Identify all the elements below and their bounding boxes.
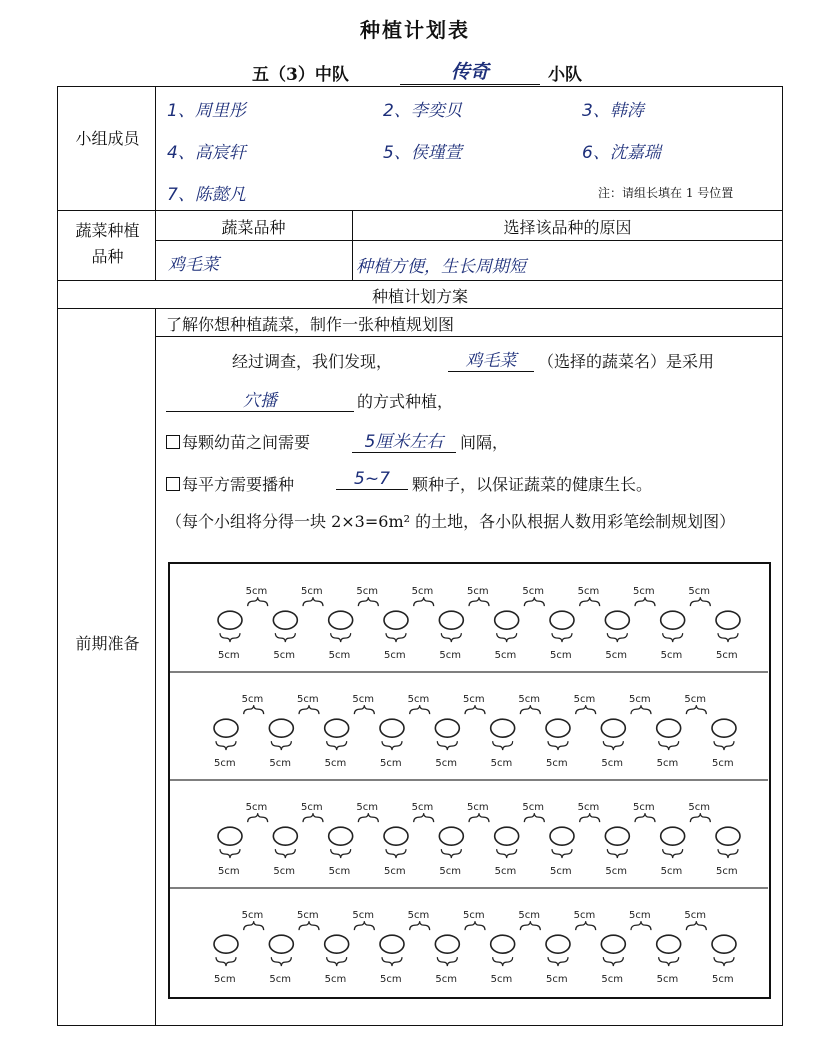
spacing-brace	[386, 849, 406, 858]
spacing-brace	[686, 705, 706, 714]
spacing-brace	[714, 957, 734, 966]
spacing-label: 5cm	[245, 802, 268, 814]
seedling-hole	[546, 719, 570, 737]
seedling-hole	[712, 935, 736, 953]
spacing-label: 5cm	[716, 650, 738, 662]
seedling-hole	[214, 719, 238, 737]
s3-value: 5厘米左右	[352, 427, 456, 453]
spacing-label: 5cm	[688, 586, 710, 598]
member-5: 5、侯瑾萱	[383, 143, 462, 163]
spacing-brace	[607, 849, 627, 858]
seedling-hole	[218, 611, 242, 629]
spacing-brace	[327, 741, 347, 750]
member-4: 4、高宸轩	[167, 143, 246, 163]
spacing-label: 5cm	[269, 974, 291, 986]
divider	[155, 308, 156, 1026]
spacing-label: 5cm	[522, 802, 544, 814]
member-1: 1、周里彤	[167, 101, 246, 121]
plan-intro: 了解你想种植蔬菜，制作一张种植规划图	[166, 315, 455, 334]
seedling-hole	[273, 611, 297, 629]
spacing-label: 5cm	[324, 758, 347, 770]
spacing-brace	[663, 633, 683, 642]
spacing-label: 5cm	[380, 974, 402, 986]
seedling-hole	[601, 719, 625, 737]
reason-header: 选择该品种的原因	[503, 218, 632, 237]
spacing-label: 5cm	[467, 802, 489, 814]
divider	[57, 308, 783, 309]
spacing-label: 5cm	[546, 758, 568, 770]
s3-text-a: 每颗幼苗之间需要	[182, 433, 311, 452]
seedling-hole	[546, 935, 570, 953]
spacing-brace	[659, 957, 679, 966]
spacing-label: 5cm	[716, 866, 738, 878]
spacing-label: 5cm	[352, 910, 374, 922]
seedling-hole	[329, 827, 353, 845]
s4-text-a: 每平方需要播种	[182, 475, 295, 494]
spacing-label: 5cm	[601, 974, 623, 986]
spacing-brace	[382, 741, 402, 750]
spacing-label: 5cm	[660, 650, 683, 662]
squad-prefix: 五（3）中队	[252, 65, 349, 85]
variety-header: 蔬菜品种	[221, 218, 286, 237]
spacing-brace	[216, 741, 236, 750]
spacing-label: 5cm	[411, 586, 434, 598]
spacing-brace	[718, 633, 738, 642]
seedling-hole	[218, 827, 242, 845]
spacing-brace	[386, 633, 406, 642]
seedling-hole	[273, 827, 297, 845]
s1-text-a: 经过调查，我们发现，	[232, 352, 393, 371]
spacing-brace	[663, 849, 683, 858]
page-title: 种植计划表	[360, 18, 470, 42]
s1-value: 鸡毛菜	[448, 346, 534, 372]
spacing-label: 5cm	[463, 910, 485, 922]
members-label: 小组成员	[75, 129, 140, 148]
spacing-brace	[248, 597, 268, 606]
spacing-label: 5cm	[384, 650, 406, 662]
divider	[57, 210, 783, 211]
divider	[155, 240, 783, 241]
spacing-label: 5cm	[463, 694, 485, 706]
seedling-hole	[384, 827, 408, 845]
spacing-brace	[410, 921, 430, 930]
member-3: 3、韩涛	[582, 101, 644, 121]
leader-note: 注：请组长填在 1 号位置	[598, 186, 734, 200]
spacing-label: 5cm	[407, 910, 430, 922]
spacing-brace	[299, 705, 319, 714]
spacing-label: 5cm	[328, 650, 351, 662]
spacing-label: 5cm	[439, 650, 461, 662]
spacing-brace	[493, 957, 513, 966]
checkbox[interactable]	[166, 435, 180, 449]
reason-value: 种植方便，生长周期短	[356, 257, 526, 277]
spacing-brace	[659, 741, 679, 750]
spacing-label: 5cm	[573, 910, 596, 922]
divider	[57, 280, 783, 281]
spacing-brace	[520, 921, 540, 930]
spacing-label: 5cm	[407, 694, 430, 706]
spacing-brace	[220, 633, 240, 642]
spacing-label: 5cm	[297, 910, 319, 922]
spacing-label: 5cm	[241, 910, 264, 922]
spacing-brace	[465, 705, 485, 714]
spacing-label: 5cm	[439, 866, 461, 878]
seedling-hole	[439, 611, 463, 629]
divider	[155, 336, 783, 337]
spacing-brace	[552, 849, 572, 858]
spacing-brace	[358, 597, 378, 606]
member-2: 2、李奕贝	[383, 101, 462, 121]
seedling-hole	[661, 611, 685, 629]
spacing-brace	[414, 597, 434, 606]
spacing-label: 5cm	[712, 758, 734, 770]
spacing-label: 5cm	[629, 910, 651, 922]
spacing-brace	[271, 957, 291, 966]
spacing-brace	[303, 813, 323, 822]
spacing-label: 5cm	[688, 802, 710, 814]
plan-header: 种植计划方案	[371, 287, 468, 306]
seedling-hole	[325, 719, 349, 737]
seedling-hole	[712, 719, 736, 737]
seedling-hole	[605, 827, 629, 845]
spacing-label: 5cm	[660, 866, 683, 878]
spacing-label: 5cm	[301, 586, 323, 598]
spacing-brace	[465, 921, 485, 930]
variety-value: 鸡毛菜	[168, 255, 219, 275]
spacing-label: 5cm	[712, 974, 734, 986]
plan-note: （每个小组将分得一块 2×3=6m² 的土地，各小队根据人数用彩笔绘制规划图）	[166, 512, 736, 531]
spacing-label: 5cm	[633, 586, 655, 598]
member-7: 7、陈懿凡	[167, 185, 246, 205]
spacing-label: 5cm	[245, 586, 268, 598]
spacing-label: 5cm	[214, 758, 236, 770]
spacing-brace	[275, 633, 295, 642]
spacing-brace	[327, 957, 347, 966]
spacing-brace	[414, 813, 434, 822]
s2-text-b: 的方式种植，	[357, 392, 454, 411]
spacing-brace	[271, 741, 291, 750]
spacing-label: 5cm	[494, 650, 517, 662]
seedling-hole	[380, 719, 404, 737]
spacing-label: 5cm	[273, 866, 295, 878]
spacing-brace	[354, 705, 374, 714]
spacing-label: 5cm	[656, 974, 679, 986]
seedling-hole	[439, 827, 463, 845]
spacing-label: 5cm	[550, 650, 572, 662]
spacing-brace	[686, 921, 706, 930]
spacing-brace	[548, 957, 568, 966]
spacing-brace	[299, 921, 319, 930]
seedling-hole	[380, 935, 404, 953]
spacing-label: 5cm	[684, 910, 706, 922]
seedling-hole	[329, 611, 353, 629]
spacing-brace	[441, 849, 461, 858]
spacing-label: 5cm	[380, 758, 402, 770]
squad-suffix: 小队	[548, 65, 582, 85]
seedling-hole	[657, 719, 681, 737]
squad-name: 传奇	[400, 57, 540, 85]
seedling-hole	[605, 611, 629, 629]
spacing-brace	[354, 921, 374, 930]
spacing-label: 5cm	[352, 694, 374, 706]
spacing-label: 5cm	[435, 758, 457, 770]
planting-diagram	[168, 562, 771, 999]
spacing-label: 5cm	[490, 758, 513, 770]
prep-label: 前期准备	[75, 634, 140, 653]
spacing-brace	[275, 849, 295, 858]
spacing-brace	[635, 813, 655, 822]
seedling-hole	[214, 935, 238, 953]
spacing-label: 5cm	[490, 974, 513, 986]
spacing-label: 5cm	[218, 866, 240, 878]
spacing-label: 5cm	[601, 758, 623, 770]
seedling-hole	[269, 719, 293, 737]
spacing-label: 5cm	[522, 586, 544, 598]
spacing-label: 5cm	[518, 910, 540, 922]
spacing-brace	[580, 813, 600, 822]
spacing-label: 5cm	[328, 866, 351, 878]
planting-diagram-drawing	[170, 564, 768, 996]
seedling-hole	[716, 827, 740, 845]
spacing-brace	[331, 849, 351, 858]
spacing-brace	[718, 849, 738, 858]
seedling-hole	[384, 611, 408, 629]
vegetable-label: 蔬菜种植品种	[75, 221, 140, 266]
seedling-hole	[491, 719, 515, 737]
spacing-brace	[548, 741, 568, 750]
spacing-brace	[631, 921, 651, 930]
spacing-brace	[382, 957, 402, 966]
spacing-label: 5cm	[218, 650, 240, 662]
s3-row	[166, 430, 310, 453]
spacing-label: 5cm	[411, 802, 434, 814]
spacing-label: 5cm	[577, 802, 600, 814]
spacing-brace	[690, 597, 710, 606]
spacing-brace	[524, 597, 544, 606]
spacing-label: 5cm	[467, 586, 489, 598]
spacing-brace	[690, 813, 710, 822]
s1-text-b: （选择的蔬菜名）是采用	[538, 352, 715, 371]
seedling-hole	[550, 827, 574, 845]
spacing-brace	[576, 705, 596, 714]
spacing-brace	[437, 957, 457, 966]
spacing-brace	[576, 921, 596, 930]
s4-value: 5~7	[336, 469, 408, 490]
spacing-brace	[714, 741, 734, 750]
spacing-label: 5cm	[573, 694, 596, 706]
spacing-brace	[493, 741, 513, 750]
seedling-hole	[495, 611, 519, 629]
spacing-brace	[631, 705, 651, 714]
spacing-brace	[441, 633, 461, 642]
spacing-label: 5cm	[273, 650, 295, 662]
spacing-label: 5cm	[546, 974, 568, 986]
seedling-hole	[657, 935, 681, 953]
spacing-brace	[437, 741, 457, 750]
member-6: 6、沈嘉瑞	[582, 143, 661, 163]
seedling-hole	[491, 935, 515, 953]
spacing-brace	[469, 813, 489, 822]
spacing-label: 5cm	[356, 802, 378, 814]
spacing-label: 5cm	[301, 802, 323, 814]
spacing-label: 5cm	[494, 866, 517, 878]
spacing-brace	[410, 705, 430, 714]
spacing-label: 5cm	[577, 586, 600, 598]
spacing-brace	[603, 741, 623, 750]
spacing-brace	[603, 957, 623, 966]
seedling-hole	[269, 935, 293, 953]
spacing-brace	[520, 705, 540, 714]
spacing-label: 5cm	[435, 974, 457, 986]
seedling-hole	[325, 935, 349, 953]
spacing-brace	[303, 597, 323, 606]
seedling-hole	[661, 827, 685, 845]
spacing-label: 5cm	[269, 758, 291, 770]
seedling-hole	[716, 611, 740, 629]
spacing-label: 5cm	[684, 694, 706, 706]
checkbox[interactable]	[166, 477, 180, 491]
spacing-label: 5cm	[605, 650, 627, 662]
spacing-label: 5cm	[550, 866, 572, 878]
spacing-brace	[358, 813, 378, 822]
spacing-brace	[244, 705, 264, 714]
spacing-brace	[524, 813, 544, 822]
spacing-label: 5cm	[629, 694, 651, 706]
spacing-brace	[607, 633, 627, 642]
spacing-brace	[248, 813, 268, 822]
spacing-brace	[331, 633, 351, 642]
seedling-hole	[550, 611, 574, 629]
spacing-label: 5cm	[633, 802, 655, 814]
seedling-hole	[601, 935, 625, 953]
spacing-label: 5cm	[384, 866, 406, 878]
spacing-label: 5cm	[356, 586, 378, 598]
spacing-label: 5cm	[297, 694, 319, 706]
spacing-brace	[469, 597, 489, 606]
divider	[155, 86, 156, 280]
spacing-label: 5cm	[656, 758, 679, 770]
spacing-label: 5cm	[518, 694, 540, 706]
s3-text-b: 间隔，	[460, 433, 509, 452]
spacing-label: 5cm	[605, 866, 627, 878]
spacing-brace	[220, 849, 240, 858]
spacing-brace	[497, 849, 517, 858]
s4-row	[166, 472, 294, 495]
s4-text-b: 颗种子，以保证蔬菜的健康生长。	[412, 475, 653, 494]
spacing-label: 5cm	[214, 974, 236, 986]
spacing-brace	[216, 957, 236, 966]
seedling-hole	[435, 719, 459, 737]
spacing-brace	[244, 921, 264, 930]
seedling-hole	[495, 827, 519, 845]
seedling-hole	[435, 935, 459, 953]
spacing-brace	[497, 633, 517, 642]
s2-value: 穴播	[166, 386, 354, 412]
spacing-label: 5cm	[324, 974, 347, 986]
spacing-brace	[580, 597, 600, 606]
spacing-brace	[635, 597, 655, 606]
spacing-brace	[552, 633, 572, 642]
spacing-label: 5cm	[241, 694, 264, 706]
